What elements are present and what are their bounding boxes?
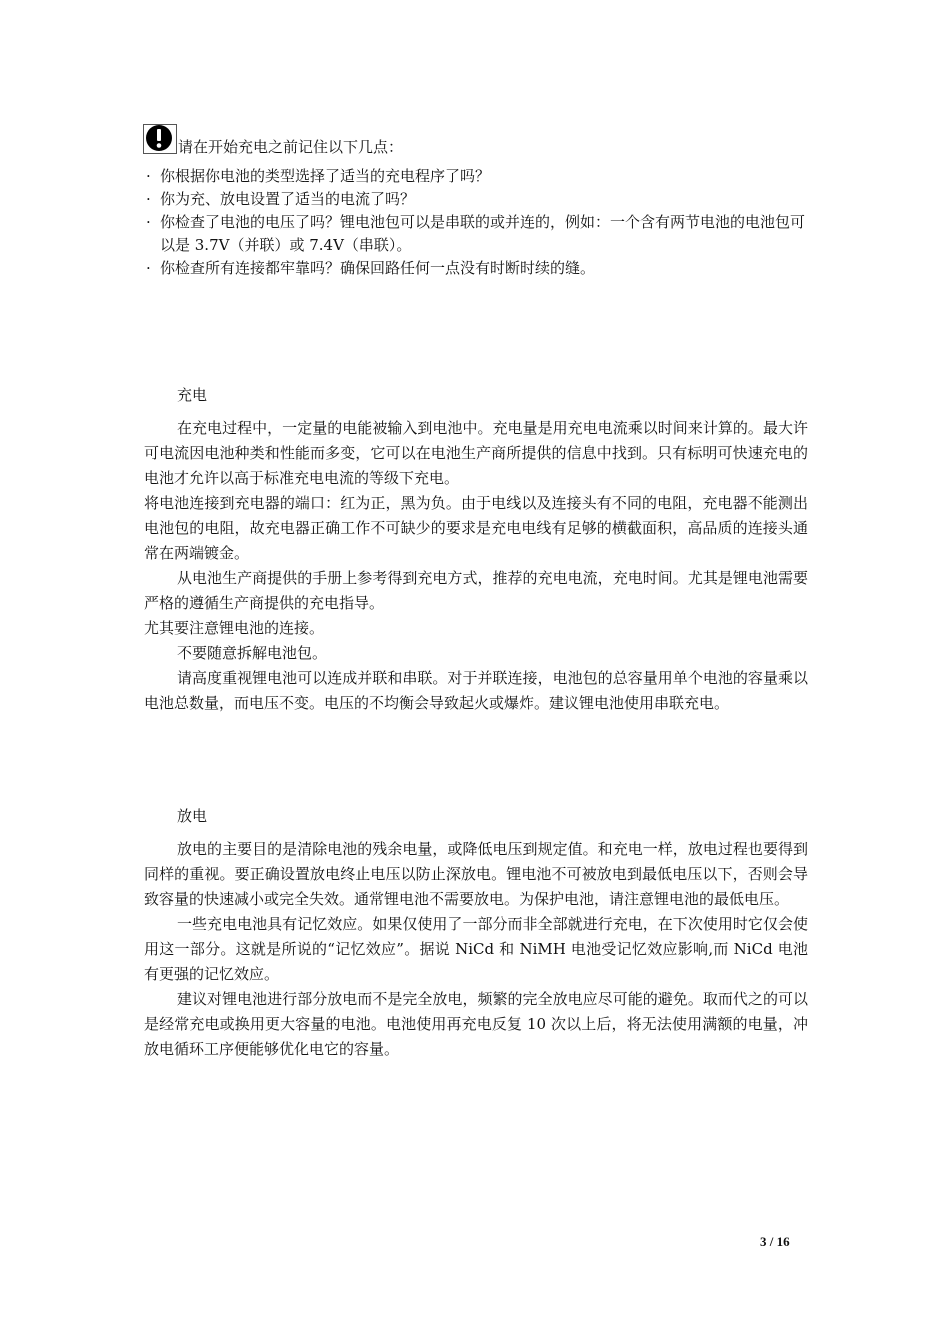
charge-heading: 充电 bbox=[177, 386, 208, 404]
discharge-section bbox=[144, 804, 808, 1062]
spacer bbox=[144, 829, 808, 837]
checklist-item bbox=[146, 188, 810, 211]
discharge-paragraph: 放电的主要目的是清除电池的残余电量，或降低电压到规定值。和充电一样，放电过程也要得到同样的重视。要正确设置放电终止电压以防止深放电。锂电池不可被放电到最低电压以下，否则会导致容量的快速减小或完全失效。通常锂电池不需要放电。为保护电池，请注意锂电池的最低电压。 bbox=[144, 840, 808, 908]
notice-title: 请在开始充电之前记住以下几点： bbox=[178, 138, 404, 156]
charge-paragraph: 将电池连接到充电器的端口：红为正，黑为负。由于电线以及连接头有不同的电阻，充电器不能测出电池包的电阻，故充电器正确工作不可缺少的要求是充电电线有足够的横截面积，高品质的连接头通常在两端镀金。 bbox=[144, 494, 808, 562]
checklist-item-text: 你根据你电池的类型选择了适当的充电程序了吗？ bbox=[160, 167, 491, 185]
warning-box bbox=[143, 124, 177, 154]
discharge-paragraph: 一些充电电池具有记忆效应。如果仅使用了一部分而非全部就进行充电，在下次使用时它仅会使用这一部分。这就是所说的“记忆效应”。据说 NiCd 和 NiMH 电池受记忆效应影响,而 NiCd 电池有更强的记忆效应。 bbox=[144, 915, 808, 983]
charge-paragraph: 请高度重视锂电池可以连成并联和串联。对于并联连接，电池包的总容量用单个电池的容量乘以电池总数量，而电压不变。电压的不均衡会导致起火或爆炸。建议锂电池使用串联充电。 bbox=[144, 669, 808, 712]
checklist-item-text: 你检查所有连接都牢靠吗？确保回路任何一点没有时断时续的缝。 bbox=[160, 259, 596, 277]
checklist-item-text: 你为充、放电设置了适当的电流了吗？ bbox=[160, 190, 416, 208]
page-number: 3 / 16 bbox=[760, 1234, 790, 1249]
charge-paragraph: 在充电过程中，一定量的电能被输入到电池中。充电量是用充电电流乘以时间来计算的。最大许可电流因电池种类和性能而多变，它可以在电池生产商所提供的信息中找到。只有标明可快速充电的电池才允许以高于标准充电电流的等级下充电。 bbox=[144, 419, 808, 487]
checklist-item-text: 你检查了电池的电压了吗？锂电池包可以是串联的或并连的，例如：一个含有两节电池的电池包可以是 3.7V（并联）或 7.4V（串联）。 bbox=[160, 213, 806, 254]
checklist-item bbox=[146, 211, 810, 257]
checklist bbox=[146, 165, 810, 280]
charge-paragraph: 尤其要注意锂电池的连接。 bbox=[144, 619, 325, 637]
bullet-dot: · bbox=[146, 213, 151, 231]
checklist-item bbox=[146, 257, 810, 280]
checklist-item bbox=[146, 165, 810, 188]
bullet-dot: · bbox=[146, 167, 151, 185]
charge-paragraph: 从电池生产商提供的手册上参考得到充电方式，推荐的充电电流，充电时间。尤其是锂电池需要严格的遵循生产商提供的充电指导。 bbox=[144, 569, 808, 612]
discharge-heading: 放电 bbox=[177, 807, 208, 825]
bullet-dot: · bbox=[146, 190, 151, 208]
exclamation-circle-icon bbox=[143, 124, 177, 154]
discharge-paragraph: 建议对锂电池进行部分放电而不是完全放电，频繁的完全放电应尽可能的避免。取而代之的可以是经常充电或换用更大容量的电池。电池使用再充电反复 10 次以上后，将无法使用满额的电量，冲放电循环工序便能够优化电它的容量。 bbox=[144, 990, 808, 1058]
bullet-dot: · bbox=[146, 259, 151, 277]
charge-paragraph: 不要随意拆解电池包。 bbox=[177, 644, 328, 662]
spacer bbox=[144, 408, 808, 416]
charge-section bbox=[144, 383, 808, 716]
